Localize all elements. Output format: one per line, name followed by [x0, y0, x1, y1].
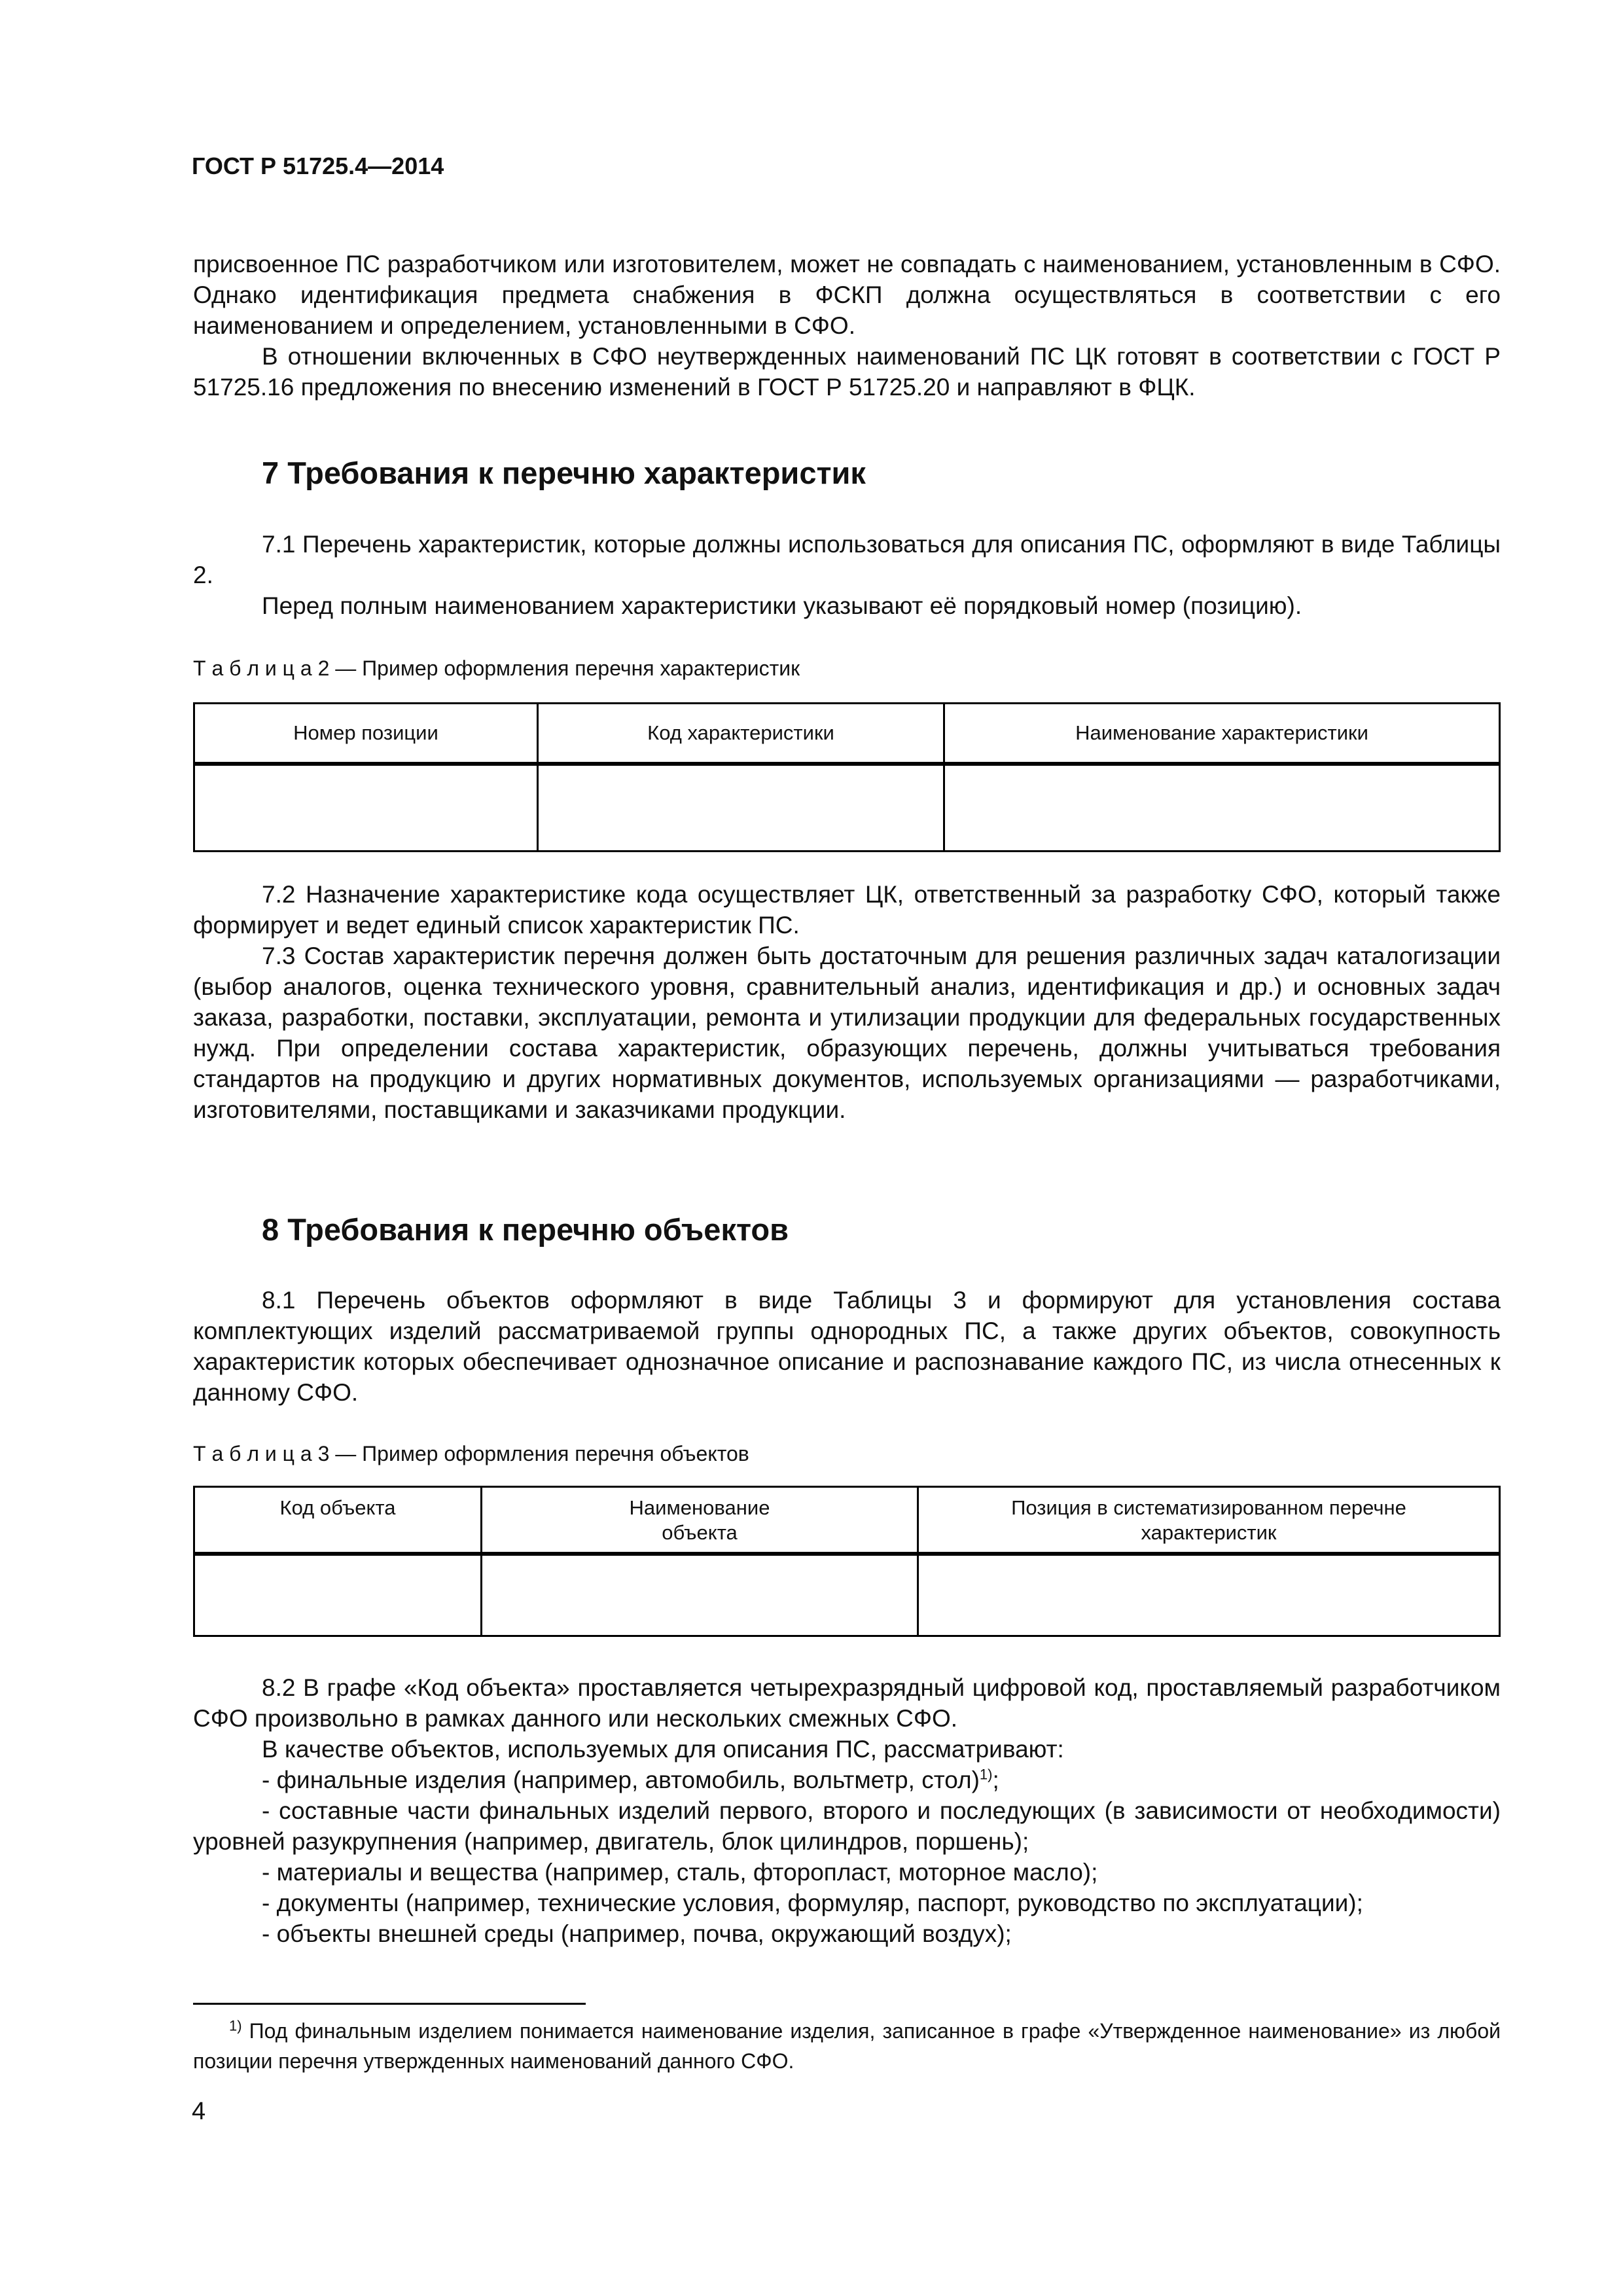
table-header-cell: Номер позиции [194, 704, 538, 764]
list-item: - документы (например, технические условия, формуляр, паспорт, руководство по эксплуатации); [262, 1890, 1363, 1916]
paragraph: 7.3 Состав характеристик перечня должен быть достаточным для решения различных задач каталогизации (выбор аналогов, оценка технического уровня, сравнительный анализ, идентификация и др.) и основных задач заказа, разработки, поставки, эксплуатации, ремонта и утилизации продукции для федеральных государственных нужд. При определении состава характеристик, образующих перечень, должны учитываться требования стандартов на продукцию и других нормативных документов, используемых организациями — разработчиками, изготовителями, поставщиками и заказчиками продукции. [193, 942, 1501, 1123]
footnote-divider [193, 2003, 586, 2005]
paragraph: В отношении включенных в СФО неутвержденных наименований ПС ЦК готовят в соответствии с ГОСТ Р 51725.16 предложения по внесению изменений в ГОСТ Р 51725.20 и направляют в ФЦК. [193, 343, 1501, 401]
table-2 [193, 702, 1501, 852]
table-header-row [194, 1487, 1500, 1554]
paragraph: 8.1 Перечень объектов оформляют в виде Таблицы 3 и формируют для установления состава комплектующих изделий рассматриваемой группы однородных ПС, а также других объектов, совокупность характеристик которых обеспечивает однозначное описание и распознавание каждого ПС, из числа отнесенных к данному СФО. [193, 1287, 1501, 1406]
section-8-continued [193, 1672, 1501, 1949]
footnote-text: Под финальным изделием понимается наименование изделия, записанное в графе «Утвержденное наименование» из любой позиции перечня утвержденных наименований данного СФО. [193, 2019, 1501, 2073]
table-row [194, 1554, 1500, 1636]
table-header-row [194, 704, 1500, 764]
paragraph: Перед полным наименованием характеристики указывают её порядковый номер (позицию). [262, 592, 1302, 619]
table-header-cell: Позиция в систематизированном перечне характеристик [918, 1487, 1500, 1554]
table-cell [482, 1554, 918, 1636]
paragraph: 7.1 Перечень характеристик, которые должны использоваться для описания ПС, оформляют в виде Таблицы 2. [193, 531, 1501, 588]
paragraph: 7.2 Назначение характеристике кода осуществляет ЦК, ответственный за разработку СФО, который также формирует и ведет единый список характеристик ПС. [193, 881, 1501, 939]
table-cell [918, 1554, 1500, 1636]
list-item: - материалы и вещества (например, сталь, фторопласт, моторное масло); [262, 1859, 1098, 1886]
list-item: - составные части финальных изделий первого, второго и последующих (в зависимости от необходимости) уровней разукрупнения (например, двигатель, блок цилиндров, поршень); [193, 1797, 1501, 1855]
section-7-intro [193, 529, 1501, 621]
table-cell [194, 1554, 482, 1636]
section-8-heading: 8 Требования к перечню объектов [262, 1212, 789, 1247]
table-header-cell: Код характеристики [538, 704, 944, 764]
footnote [193, 2016, 1501, 2076]
list-item-text: - финальные изделия (например, автомобиль, вольтметр, стол) [262, 1767, 980, 1793]
list-item [193, 1765, 1501, 1795]
list-item: - объекты внешней среды (например, почва, окружающий воздух); [262, 1920, 1012, 1947]
paragraph: присвоенное ПС разработчиком или изготовителем, может не совпадать с наименованием, установленным в СФО. Однако идентификация предмета снабжения в ФСКП должна осуществляться в соответствии с его наименованием и определением, установленными в СФО. [193, 251, 1501, 339]
table-header-cell: Наименование объекта [482, 1487, 918, 1554]
footnote-mark: 1) [229, 2017, 242, 2034]
footnote-reference[interactable]: 1) [979, 1766, 993, 1783]
section-7-heading: 7 Требования к перечню характеристик [262, 456, 866, 490]
table-2-caption: Т а б л и ц а 2 — Пример оформления перечня характеристик [193, 656, 800, 680]
table-cell [538, 764, 944, 852]
table-header-cell: Код объекта [194, 1487, 482, 1554]
intro-block [193, 249, 1501, 403]
document-header: ГОСТ Р 51725.4—2014 [192, 152, 444, 179]
paragraph: В качестве объектов, используемых для описания ПС, рассматривают: [262, 1736, 1064, 1763]
list-item-punct: ; [992, 1767, 999, 1793]
table-3-caption: Т а б л и ц а 3 — Пример оформления перечня объектов [193, 1442, 749, 1465]
page-number: 4 [192, 2098, 206, 2125]
section-7-continued [193, 879, 1501, 1125]
paragraph: 8.2 В графе «Код объекта» проставляется четырехразрядный цифровой код, проставляемый разработчиком СФО произвольно в рамках данного или нескольких смежных СФО. [193, 1674, 1501, 1732]
table-3 [193, 1486, 1501, 1637]
table-cell [194, 764, 538, 852]
section-8-intro [193, 1285, 1501, 1408]
table-header-cell: Наименование характеристики [944, 704, 1500, 764]
table-cell [944, 764, 1500, 852]
table-row [194, 764, 1500, 852]
